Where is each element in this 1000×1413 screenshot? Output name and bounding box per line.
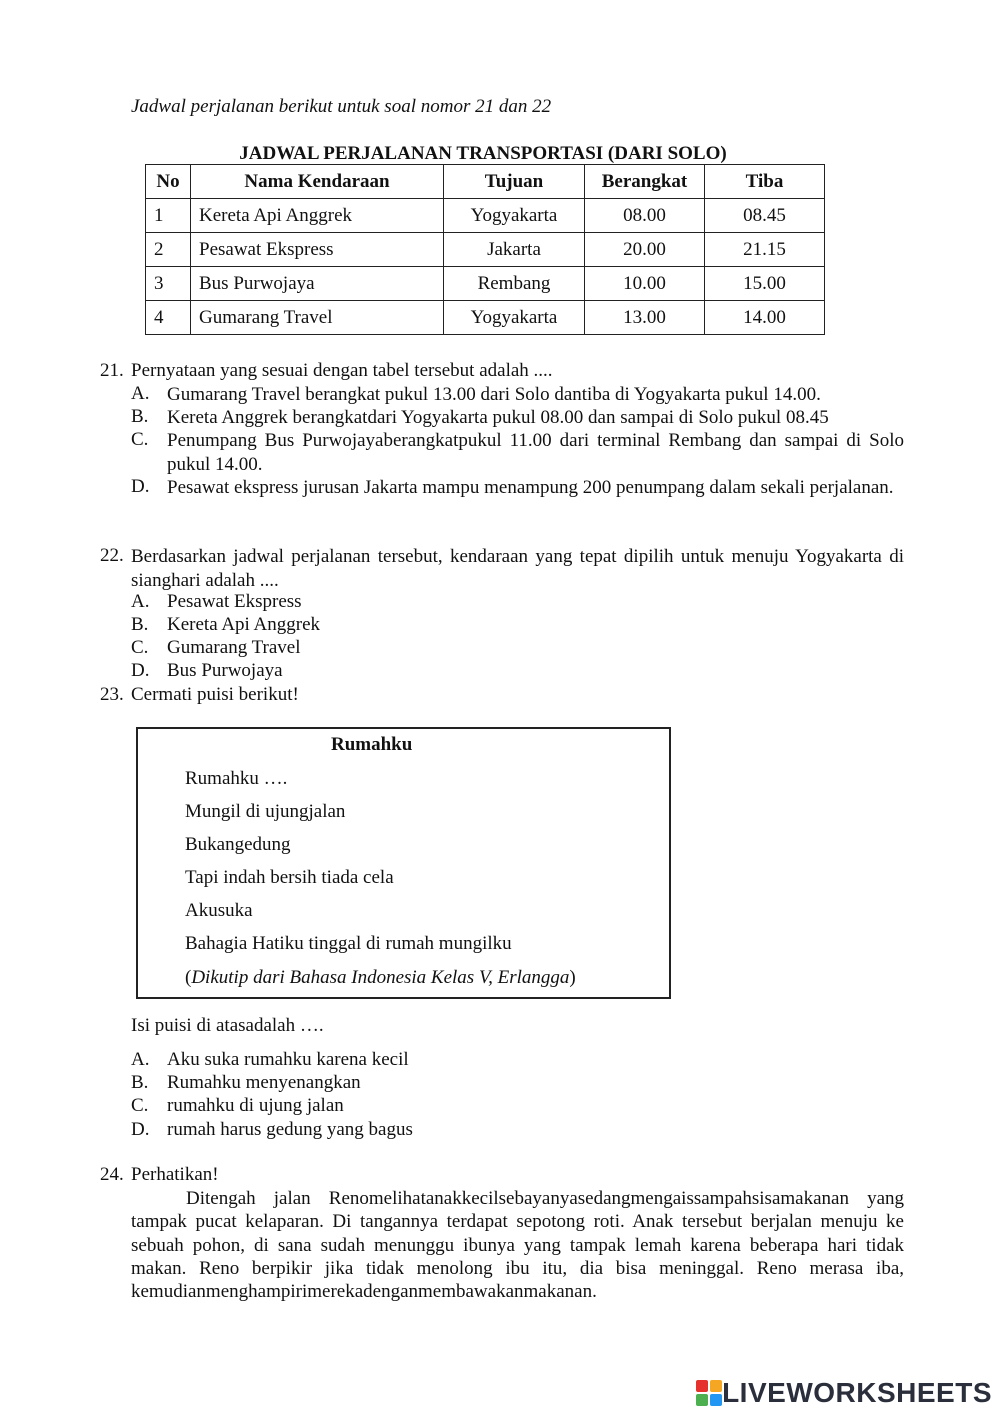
table-cell: 3 — [146, 267, 191, 301]
option-text: Kereta Api Anggrek — [167, 614, 321, 635]
poem-line: Tapi indah bersih tiada cela — [185, 867, 394, 888]
question-23-prompt: Isi puisi di atasadalah …. — [131, 1015, 324, 1036]
question-24-number: 24. — [100, 1164, 124, 1185]
option-text: Pesawat Ekspress — [167, 591, 302, 612]
poem-line: Bahagia Hatiku tinggal di rumah mungilku — [185, 933, 512, 954]
question-21-option-d[interactable] — [131, 476, 904, 500]
schedule-table — [145, 164, 825, 335]
column-header: Berangkat — [585, 165, 705, 199]
option-text: Gumarang Travel berangkat pukul 13.00 dari Solo dantiba di Yogyakarta pukul 14.00. — [167, 384, 821, 405]
option-letter: B. — [131, 406, 149, 427]
table-cell: Yogyakarta — [444, 199, 585, 233]
column-header: Tujuan — [444, 165, 585, 199]
table-cell: 2 — [146, 233, 191, 267]
option-letter: D. — [131, 660, 150, 681]
table-cell: 1 — [146, 199, 191, 233]
table-cell: Kereta Api Anggrek — [191, 199, 444, 233]
question-22-option-a[interactable] — [131, 591, 302, 613]
question-22-option-b[interactable] — [131, 614, 320, 636]
option-letter: B. — [131, 1072, 149, 1093]
question-22-text: Berdasarkan jadwal perjalanan tersebut, kendaraan yang tepat dipilih untuk menuju Yogyakarta di sianghari adalah .... — [131, 546, 904, 591]
option-letter: A. — [131, 591, 150, 612]
table-row — [146, 301, 825, 335]
table-row — [146, 267, 825, 301]
logo-text: LIVEWORKSHEETS — [722, 1377, 992, 1408]
question-21-number: 21. — [100, 360, 124, 381]
poem-title: Rumahku — [331, 734, 413, 755]
option-text: Bus Purwojaya — [167, 660, 283, 681]
option-text: Gumarang Travel — [167, 637, 301, 658]
question-23-text: Cermati puisi berikut! — [131, 684, 299, 705]
question-24-text: Perhatikan! — [131, 1164, 219, 1185]
column-header: Tiba — [705, 165, 825, 199]
option-text: Penumpang Bus Purwojayaberangkatpukul 11.00 dari terminal Rembang dan sampai di Solo pukul 14.00. — [167, 430, 904, 475]
table-cell: 14.00 — [705, 301, 825, 335]
table-cell: Bus Purwojaya — [191, 267, 444, 301]
table-cell: 08.45 — [705, 199, 825, 233]
option-text: Pesawat ekspress jurusan Jakarta mampu menampung 200 penumpang dalam sekali perjalanan. — [167, 477, 894, 498]
question-21-text: Pernyataan yang sesuai dengan tabel tersebut adalah .... — [131, 360, 553, 381]
question-23-option-b[interactable] — [131, 1072, 361, 1094]
table-cell: 15.00 — [705, 267, 825, 301]
question-21-option-b[interactable] — [131, 406, 904, 430]
table-cell: 08.00 — [585, 199, 705, 233]
option-text: Aku suka rumahku karena kecil — [167, 1049, 409, 1070]
table-cell: 4 — [146, 301, 191, 335]
poem-line: Akusuka — [185, 900, 253, 921]
table-row — [146, 199, 825, 233]
option-letter: A. — [131, 383, 150, 404]
option-text: rumah harus gedung yang bagus — [167, 1119, 413, 1140]
table-row — [146, 233, 825, 267]
option-letter: C. — [131, 637, 149, 658]
poem-line: Mungil di ujungjalan — [185, 801, 346, 822]
table-cell: Jakarta — [444, 233, 585, 267]
question-21-option-c[interactable] — [131, 429, 904, 476]
table-header-row — [146, 165, 825, 199]
question-22-number: 22. — [100, 545, 124, 566]
question-23-option-a[interactable] — [131, 1049, 409, 1071]
table-cell: Rembang — [444, 267, 585, 301]
poem-source: (Dikutip dari Bahasa Indonesia Kelas V, Erlangga) — [185, 967, 576, 988]
story-paragraph: Ditengah jalan Renomelihatanakkecilsebayanyasedangmengaissampahsisamakanan yang tampak pucat kelaparan. Di tangannya terdapat sepotong roti. Anak tersebut berjalan menuju ke sebuah pohon, di sana sudah menunggu ibunya yang tampak lemah karena beberapa hari tidak makan. Reno berpikir jika tidak menolong ibu itu, dia bisa meninggal. Reno merasa iba, kemudianmenghampirimerekadenganmembawakanmakanan. — [131, 1188, 904, 1303]
option-letter: B. — [131, 614, 149, 635]
option-letter: C. — [131, 1095, 149, 1116]
option-text: rumahku di ujung jalan — [167, 1095, 344, 1116]
question-23-option-d[interactable] — [131, 1119, 413, 1141]
option-letter: A. — [131, 1049, 150, 1070]
question-23-option-c[interactable] — [131, 1095, 344, 1117]
option-text: Kereta Anggrek berangkatdari Yogyakarta pukul 08.00 dan sampai di Solo pukul 08.45 — [167, 407, 829, 428]
option-letter: C. — [131, 429, 149, 450]
table-cell: Yogyakarta — [444, 301, 585, 335]
intro-text: Jadwal perjalanan berikut untuk soal nomor 21 dan 22 — [131, 96, 552, 117]
option-letter: D. — [131, 476, 150, 497]
option-letter: D. — [131, 1119, 150, 1140]
table-cell: Gumarang Travel — [191, 301, 444, 335]
table-cell: 21.15 — [705, 233, 825, 267]
option-text: Rumahku menyenangkan — [167, 1072, 361, 1093]
question-23-number: 23. — [100, 684, 124, 705]
table-cell: 10.00 — [585, 267, 705, 301]
question-21-option-a[interactable] — [131, 383, 904, 407]
table-cell: Pesawat Ekspress — [191, 233, 444, 267]
liveworksheets-logo — [696, 1378, 992, 1408]
table-cell: 13.00 — [585, 301, 705, 335]
column-header: No — [146, 165, 191, 199]
table-cell: 20.00 — [585, 233, 705, 267]
poem-line: Rumahku …. — [185, 768, 288, 789]
liveworksheets-icon — [696, 1380, 722, 1406]
poem-line: Bukangedung — [185, 834, 291, 855]
question-22-option-c[interactable] — [131, 637, 301, 659]
question-22-option-d[interactable] — [131, 660, 283, 682]
table-title: JADWAL PERJALANAN TRANSPORTASI (DARI SOLO) — [239, 143, 727, 164]
column-header: Nama Kendaraan — [191, 165, 444, 199]
